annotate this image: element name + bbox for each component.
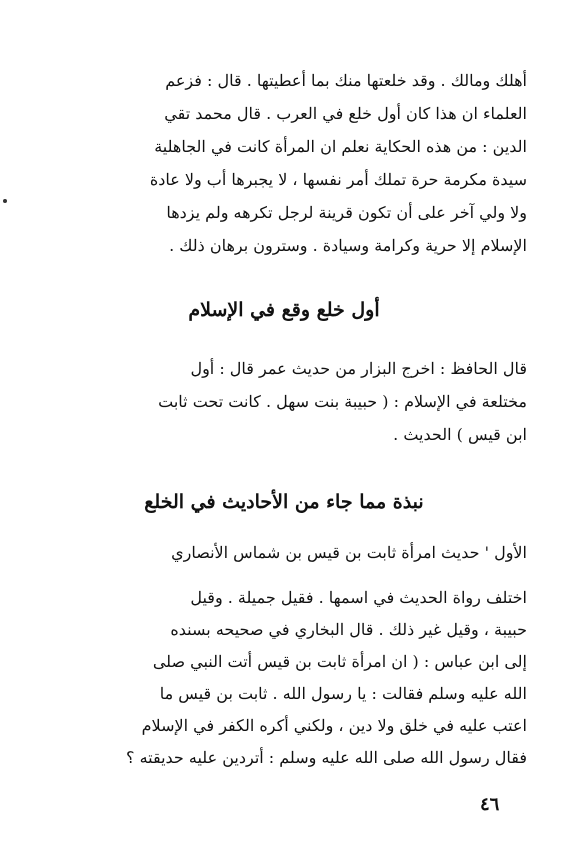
paragraph-3-line: اختلف رواة الحديث في اسمها . فقيل جميلة . وقيل <box>190 588 527 607</box>
paragraph-1-line: ولا ولي آخر على أن تكون قرينة لرجل تكرهه ولم يزدها <box>166 203 527 222</box>
paragraph-3-line: إلى ابن عباس : ( ان امرأة ثابت بن قيس أتت النبي صلى <box>152 652 527 671</box>
paragraph-2-line: قال الحافظ : اخرج البزار من حديث عمر قال : أول <box>190 359 527 378</box>
paragraph-1-line: سيدة مكرمة حرة تملك أمر نفسها ، لا يجبرها أب ولا عادة <box>149 170 527 189</box>
section-heading-hadiths: نبذة مما جاء من الأحاديث في الخلع <box>144 491 424 513</box>
paragraph-1 <box>72 64 527 262</box>
page-number: ٤٦ <box>480 794 500 815</box>
paragraph-1-line: الإسلام إلا حرية وكرامة وسيادة . وسترون برهان ذلك . <box>169 236 527 255</box>
paragraph-2-line: مختلعة في الإسلام : ( حبيبة بنت سهل . كانت تحت ثابت <box>158 392 527 411</box>
paragraph-3-line: فقال رسول الله صلى الله عليه وسلم : أتردين عليه حديقته ؟ <box>125 748 527 767</box>
paragraph-3-line: اعتب عليه في خلق ولا دين ، ولكني أكره الكفر في الإسلام <box>141 716 527 735</box>
paragraph-3-line: الله عليه وسلم فقالت : يا رسول الله . ثابت بن قيس ما <box>159 684 527 703</box>
paragraph-1-line: الدين : من هذه الحكاية نعلم ان المرأة كانت في الجاهلية <box>154 137 527 156</box>
paragraph-2 <box>72 352 527 451</box>
paragraph-2-line: ابن قيس ) الحديث . <box>393 425 527 444</box>
section-heading-first-khul: أول خلع وقع في الإسلام <box>188 299 380 321</box>
hadith-title: الأول ' حديث امرأة ثابت بن قيس بن شماس الأنصاري <box>171 543 527 562</box>
paragraph-3-line: حبيبة ، وقيل غير ذلك . قال البخاري في صحيحه بسنده <box>170 620 527 639</box>
paragraph-1-line: أهلك ومالك . وقد خلعتها منك بما أعطيتها . قال : فزعم <box>165 71 527 90</box>
paragraph-1-line: العلماء ان هذا كان أول خلع في العرب . قال محمد تقي <box>164 104 527 123</box>
paragraph-3 <box>72 582 527 774</box>
margin-speck <box>3 199 7 203</box>
